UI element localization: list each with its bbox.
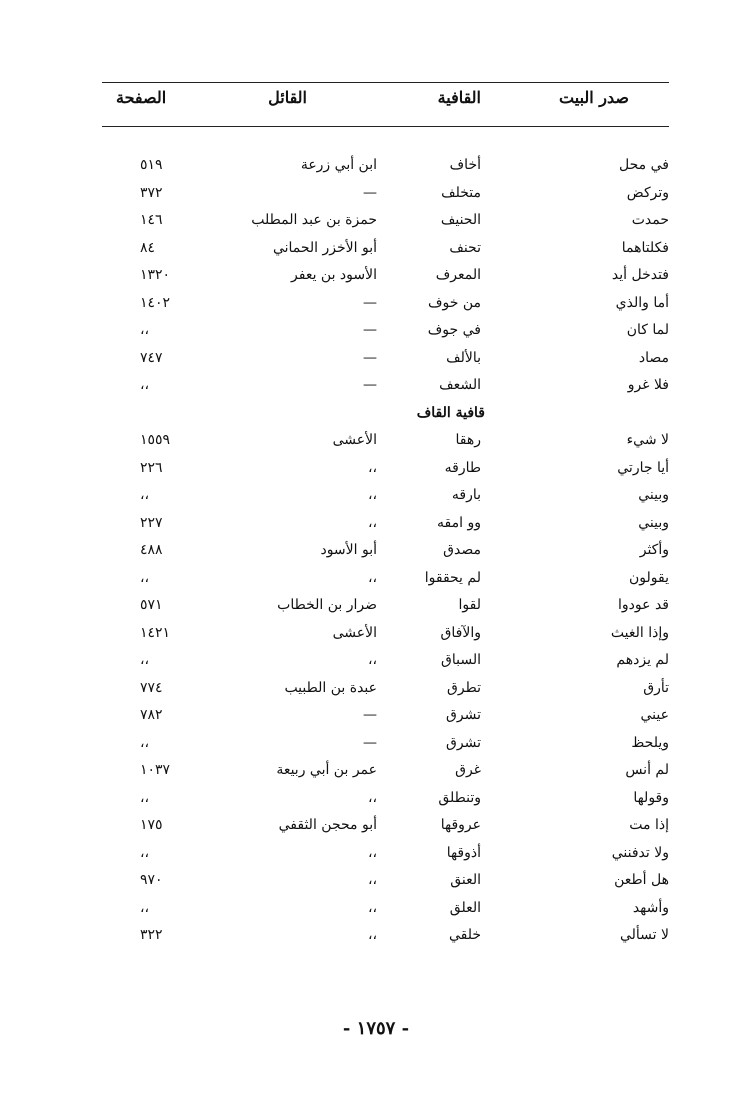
- page-cell: ،،: [140, 652, 150, 668]
- poet-cell: —: [363, 294, 377, 311]
- table-row: [102, 293, 669, 321]
- verse-cell: عيني: [640, 707, 669, 723]
- header-page: الصفحة: [116, 88, 167, 107]
- page-cell: ٣٧٢: [140, 184, 163, 201]
- page-number: - ١٧٥٧ -: [342, 1018, 410, 1039]
- page-cell: ٢٢٦: [140, 459, 163, 476]
- table-row: [102, 513, 669, 541]
- poet-cell: أبو محجن الثقفي: [278, 817, 377, 833]
- page-cell: ١٧٥: [140, 817, 163, 833]
- rhyme-cell: خلقي: [448, 927, 481, 943]
- poet-cell: عمر بن أبي ربيعة: [276, 762, 377, 778]
- verse-cell: في محل: [619, 157, 669, 173]
- table-row: [102, 623, 669, 651]
- poet-cell: ،،: [367, 844, 377, 861]
- page-cell: ٧٧٤: [140, 679, 163, 696]
- verse-cell: إذا مت: [629, 817, 669, 833]
- rhyme-cell: الحنيف: [440, 212, 481, 228]
- section-title: قافية القاف: [416, 404, 485, 421]
- page-cell: ،،: [140, 569, 150, 586]
- rhyme-cell: تطرق: [447, 679, 481, 696]
- rhyme-cell: والآفاق: [440, 624, 481, 641]
- page-cell: ٩٧٠: [140, 872, 163, 888]
- verse-cell: مصاد: [638, 349, 669, 366]
- section-row: [102, 403, 669, 431]
- rhyme-cell: العلق: [449, 899, 481, 916]
- table-row: [102, 265, 669, 293]
- page-cell: ١٤٦: [140, 212, 163, 228]
- rhyme-cell: من خوف: [427, 294, 481, 311]
- rhyme-cell: بارقه: [451, 487, 481, 503]
- verse-cell: وتركض: [626, 184, 669, 201]
- page-cell: ،،: [140, 899, 150, 916]
- poet-cell: —: [363, 707, 377, 723]
- page-cell: ،،: [140, 377, 150, 393]
- verse-cell: لم أنس: [625, 762, 669, 778]
- table-row: [102, 925, 669, 953]
- table-row: [102, 540, 669, 568]
- table-row: [102, 430, 669, 458]
- verse-cell: هل أطعن: [614, 872, 669, 888]
- poet-cell: أبو الأسود: [320, 542, 377, 558]
- rhyme-cell: لم يحققوا: [424, 569, 481, 586]
- top-rule: [102, 82, 669, 83]
- header-rule: [102, 126, 669, 127]
- table-row: [102, 568, 669, 596]
- page-cell: ،،: [140, 322, 150, 338]
- poet-cell: ضرار بن الخطاب: [277, 597, 377, 613]
- table-row: [102, 898, 669, 926]
- poet-cell: ابن أبي زرعة: [300, 157, 377, 173]
- page-cell: ٥٧١: [140, 597, 163, 613]
- page-cell: ٧٨٢: [140, 707, 163, 723]
- page-cell: ٥١٩: [140, 157, 163, 173]
- rhyme-cell: أذوقها: [446, 844, 481, 861]
- table-row: [102, 320, 669, 348]
- table-row: [102, 183, 669, 211]
- verse-cell: وقولها: [633, 789, 669, 806]
- rhyme-cell: المعرف: [435, 267, 481, 283]
- poet-cell: —: [363, 184, 377, 201]
- table-row: [102, 210, 669, 238]
- page-cell: ،،: [140, 487, 150, 503]
- poet-cell: —: [363, 734, 377, 751]
- rhyme-cell: في جوف: [427, 322, 481, 338]
- page-cell: ٤٨٨: [140, 542, 163, 558]
- verse-cell: قد عودوا: [618, 597, 669, 613]
- header-verse: صدر البيت: [559, 88, 629, 107]
- poet-cell: ،،: [367, 569, 377, 586]
- page-cell: ١٤٠٢: [140, 294, 171, 311]
- table-row: [102, 238, 669, 266]
- table-row: [102, 155, 669, 183]
- table-row: [102, 870, 669, 898]
- verse-cell: لما كان: [626, 322, 669, 338]
- poet-cell: ،،: [367, 872, 377, 888]
- rhyme-cell: الشعف: [439, 377, 481, 393]
- poet-cell: —: [363, 377, 377, 393]
- verse-cell: وبيني: [638, 514, 669, 531]
- rhyme-cell: وتنطلق: [438, 789, 481, 806]
- index-table: [102, 155, 669, 953]
- page-cell: ١٣٢٠: [140, 267, 171, 283]
- rhyme-cell: طارقه: [444, 459, 481, 476]
- rhyme-cell: وو امقه: [437, 514, 481, 531]
- table-row: [102, 485, 669, 513]
- header-poet: القائل: [268, 88, 307, 107]
- verse-cell: لا تسألي: [619, 927, 669, 943]
- rhyme-cell: لقوا: [458, 597, 481, 613]
- verse-cell: أيا جارتي: [617, 459, 669, 476]
- verse-cell: ولا تدفنني: [611, 844, 669, 861]
- rhyme-cell: تشرق: [446, 734, 481, 751]
- poet-cell: عبدة بن الطبيب: [284, 679, 377, 696]
- poet-cell: أبو الأخزر الحماني: [272, 239, 377, 256]
- page-cell: ١٠٣٧: [140, 762, 171, 778]
- verse-cell: لا شيء: [626, 432, 669, 448]
- poet-cell: الأسود بن يعفر: [291, 267, 377, 283]
- poet-cell: ،،: [367, 487, 377, 503]
- poet-cell: —: [363, 349, 377, 366]
- rhyme-cell: العنق: [450, 872, 481, 888]
- rhyme-cell: مصدق: [443, 542, 481, 558]
- rhyme-cell: غرق: [455, 762, 481, 778]
- poet-cell: —: [363, 322, 377, 338]
- verse-cell: تأرق: [643, 679, 669, 696]
- verse-cell: فكلتاهما: [621, 239, 669, 256]
- poet-cell: ،،: [367, 899, 377, 916]
- rhyme-cell: بالألف: [446, 349, 481, 366]
- poet-cell: الأعشى: [332, 432, 377, 448]
- rhyme-cell: أخاف: [449, 157, 481, 173]
- verse-cell: ويلحظ: [631, 734, 669, 751]
- verse-cell: وأشهد: [632, 899, 669, 916]
- verse-cell: لم يزدهم: [616, 652, 669, 668]
- table-row: [102, 458, 669, 486]
- poet-cell: ،،: [367, 459, 377, 476]
- rhyme-cell: تشرق: [446, 707, 481, 723]
- page-cell: ،،: [140, 844, 150, 861]
- table-row: [102, 843, 669, 871]
- table-row: [102, 705, 669, 733]
- verse-cell: فلا غرو: [627, 377, 669, 393]
- rhyme-cell: عروقها: [440, 817, 481, 833]
- header-rhyme: القافية: [437, 88, 481, 107]
- table-row: [102, 733, 669, 761]
- table-row: [102, 650, 669, 678]
- poet-cell: ،،: [367, 927, 377, 943]
- rhyme-cell: السباق: [441, 652, 481, 668]
- table-row: [102, 375, 669, 403]
- rhyme-cell: رهقا: [455, 432, 481, 448]
- verse-cell: فتدخل أيد: [611, 267, 669, 283]
- page-cell: ٢٢٧: [140, 514, 163, 531]
- verse-cell: وإذا الغيث: [610, 624, 669, 641]
- page-cell: ،،: [140, 789, 150, 806]
- page-cell: ٧٤٧: [140, 349, 163, 366]
- poet-cell: ،،: [367, 652, 377, 668]
- poet-cell: حمزة بن عبد المطلب: [251, 212, 377, 228]
- poet-cell: الأعشى: [332, 624, 377, 641]
- table-row: [102, 678, 669, 706]
- verse-cell: أما والذي: [615, 294, 669, 311]
- page-cell: ١٥٥٩: [140, 432, 171, 448]
- table-row: [102, 348, 669, 376]
- table-row: [102, 788, 669, 816]
- verse-cell: وأكثر: [639, 542, 669, 558]
- rhyme-cell: تحنف: [449, 239, 481, 256]
- table-header: [102, 88, 669, 118]
- verse-cell: حمدت: [631, 212, 669, 228]
- table-row: [102, 595, 669, 623]
- verse-cell: يقولون: [629, 569, 669, 586]
- rhyme-cell: متخلف: [441, 184, 481, 201]
- table-row: [102, 760, 669, 788]
- poet-cell: ،،: [367, 514, 377, 531]
- poet-cell: ،،: [367, 789, 377, 806]
- page-cell: ،،: [140, 734, 150, 751]
- table-row: [102, 815, 669, 843]
- page-cell: ٣٢٢: [140, 927, 163, 943]
- page-cell: ١٤٢١: [140, 624, 171, 641]
- page-cell: ٨٤: [140, 239, 156, 256]
- verse-cell: وبيني: [638, 487, 669, 503]
